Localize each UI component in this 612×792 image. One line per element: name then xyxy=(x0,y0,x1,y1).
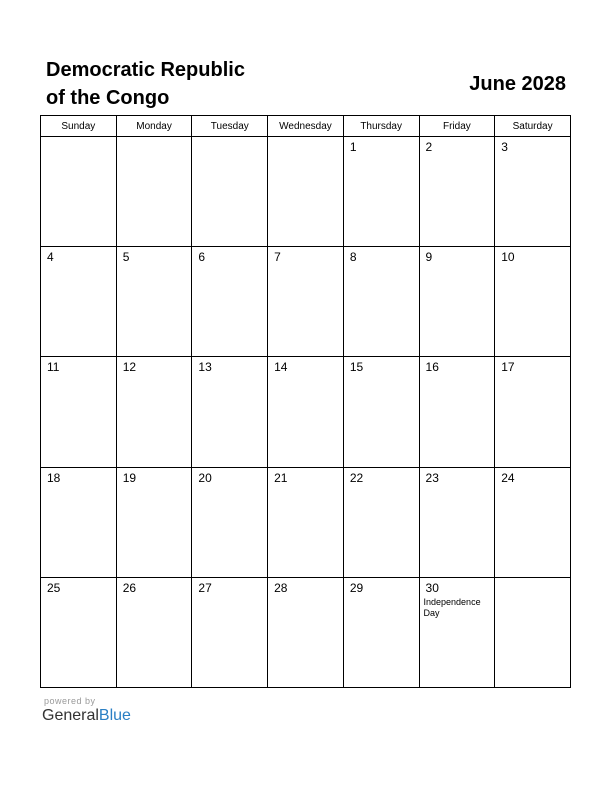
day-number xyxy=(192,137,267,140)
day-cell xyxy=(116,467,192,577)
day-cell xyxy=(343,247,419,357)
day-cell xyxy=(192,357,268,467)
day-cell xyxy=(268,357,344,467)
day-number: 14 xyxy=(274,360,288,375)
title-line-2: of the Congo xyxy=(46,87,170,109)
day-cell xyxy=(343,467,419,577)
day-number: 25 xyxy=(47,580,61,595)
day-cell xyxy=(41,357,117,467)
day-cell xyxy=(192,577,268,687)
day-number: 1 xyxy=(349,140,357,154)
day-number xyxy=(117,137,192,140)
day-number: 28 xyxy=(274,580,288,595)
day-cell xyxy=(495,357,571,467)
day-cell xyxy=(116,357,192,467)
day-number: 29 xyxy=(349,580,364,595)
day-number: 2 xyxy=(425,140,433,154)
day-cell xyxy=(495,137,571,247)
day-number: 7 xyxy=(274,250,281,265)
day-cell xyxy=(116,137,192,247)
weekday-saturday: Saturday xyxy=(495,116,571,137)
weekday-friday: Friday xyxy=(419,116,495,137)
day-number: 11 xyxy=(47,360,60,375)
weekday-thursday: Thursday xyxy=(343,116,419,137)
day-number: 17 xyxy=(501,360,515,375)
day-cell xyxy=(419,247,495,357)
day-cell xyxy=(192,467,268,577)
weekday-wednesday: Wednesday xyxy=(268,116,344,137)
day-number: 19 xyxy=(122,470,137,485)
day-cell xyxy=(495,247,571,357)
day-number: 13 xyxy=(198,360,212,375)
day-number: 22 xyxy=(349,470,364,485)
day-cell xyxy=(268,137,344,247)
day-number: 10 xyxy=(501,250,515,265)
day-cell xyxy=(116,247,192,357)
day-number: 3 xyxy=(501,140,508,154)
week-row xyxy=(41,247,571,357)
week-row xyxy=(41,357,571,467)
day-number: 16 xyxy=(425,360,439,375)
brand-logo[interactable] xyxy=(42,707,131,725)
day-cell xyxy=(41,467,117,577)
day-cell xyxy=(268,577,344,687)
day-cell xyxy=(41,577,117,687)
footer xyxy=(42,696,131,725)
day-number: 20 xyxy=(198,470,212,485)
day-number xyxy=(41,137,116,140)
day-number: 5 xyxy=(122,250,130,265)
day-number: 15 xyxy=(349,360,364,375)
day-number xyxy=(268,137,343,140)
day-cell-holiday xyxy=(419,577,495,687)
week-row xyxy=(41,137,571,247)
week-row xyxy=(41,467,571,577)
day-number: 8 xyxy=(349,250,357,265)
holiday-label: Independence Day xyxy=(423,596,481,618)
day-number: 18 xyxy=(47,470,61,485)
day-number: 23 xyxy=(425,470,439,485)
day-cell xyxy=(268,467,344,577)
day-cell xyxy=(343,577,419,687)
day-number: 26 xyxy=(122,580,137,595)
weekday-tuesday: Tuesday xyxy=(192,116,268,137)
powered-by-text: powered by xyxy=(44,696,96,706)
weekday-sunday: Sunday xyxy=(41,116,117,137)
day-number: 21 xyxy=(274,470,288,485)
day-cell xyxy=(419,357,495,467)
day-number xyxy=(495,578,570,581)
day-cell xyxy=(116,577,192,687)
day-cell xyxy=(495,467,571,577)
day-number: 30 xyxy=(425,580,439,595)
week-row xyxy=(41,577,571,687)
day-cell xyxy=(495,577,571,687)
day-number: 27 xyxy=(198,580,212,595)
weekday-monday: Monday xyxy=(116,116,192,137)
brand-blue-text: Blue xyxy=(98,707,131,724)
weekday-header-row xyxy=(41,116,571,137)
day-cell xyxy=(343,137,419,247)
day-number: 24 xyxy=(501,470,515,485)
day-cell xyxy=(192,137,268,247)
brand-general-text: General xyxy=(42,707,99,724)
day-cell xyxy=(268,247,344,357)
day-cell xyxy=(419,137,495,247)
title-line-1: Democratic Republic xyxy=(46,59,245,81)
day-number: 6 xyxy=(198,250,206,265)
page-title xyxy=(46,56,306,112)
day-cell xyxy=(419,467,495,577)
day-cell xyxy=(41,137,117,247)
day-number: 4 xyxy=(47,250,54,265)
day-cell xyxy=(192,247,268,357)
day-cell xyxy=(343,357,419,467)
month-year-label: June 2028 xyxy=(469,73,566,95)
day-cell xyxy=(41,247,117,357)
day-number: 12 xyxy=(122,360,137,375)
day-number: 9 xyxy=(425,250,433,265)
calendar-grid xyxy=(40,115,571,688)
